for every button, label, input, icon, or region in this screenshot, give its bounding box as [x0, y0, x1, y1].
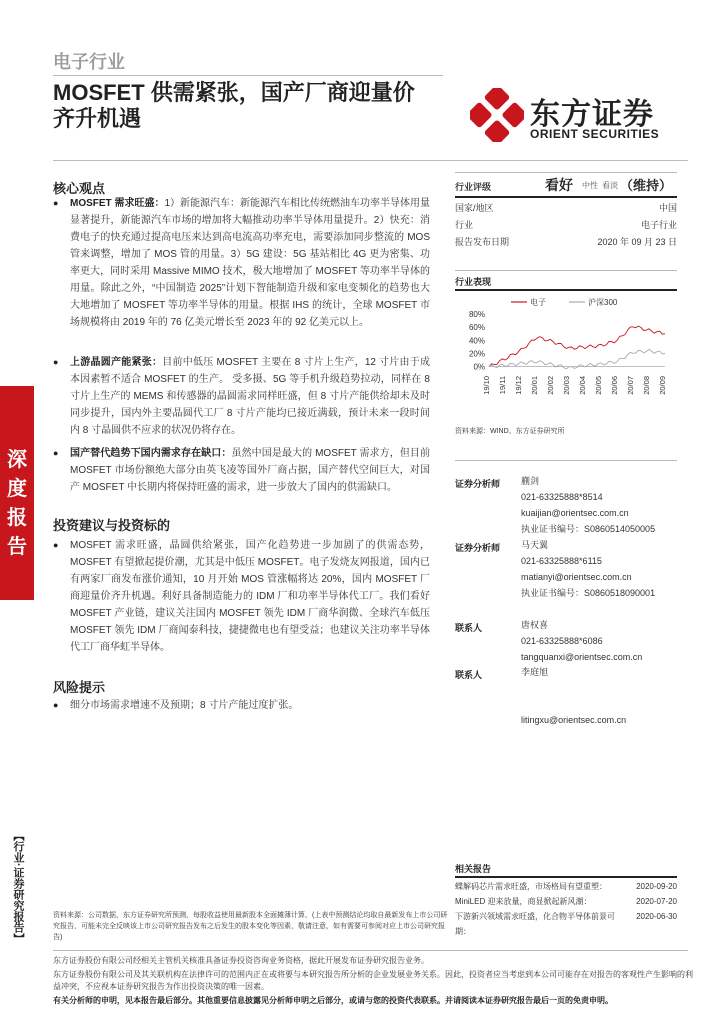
core-heading: 核心观点: [53, 181, 106, 196]
tab-char: 告: [7, 536, 27, 558]
related-title: MiniLED 迎来放量，商显掀起新风潮：: [455, 897, 592, 906]
tab-char: 深: [7, 449, 27, 471]
rating-value: 看好: [545, 177, 573, 193]
related-item[interactable]: [455, 879, 677, 894]
para-lead: 上游晶圆产能紧张：: [70, 357, 163, 368]
analyst-phone: 021-63325888*8514: [521, 492, 603, 502]
legend-label: 电子: [530, 298, 546, 307]
tab-char: 度: [7, 478, 27, 500]
x-tick-label: 20/05: [594, 376, 603, 395]
logo-text-cn: 东方证券: [530, 98, 654, 131]
analyst-role: 证券分析师: [455, 479, 501, 489]
bullet-icon: ●: [53, 540, 59, 550]
x-tick-label: 19/10: [482, 376, 491, 395]
rating-row-key: 报告发布日期: [455, 237, 510, 247]
rating-row: [455, 235, 677, 248]
related-date: 2020-07-20: [636, 897, 677, 906]
contact-name: 李庭旭: [521, 667, 549, 677]
divider: [53, 950, 688, 951]
y-tick-label: 40%: [468, 336, 485, 346]
rating-row-key: 国家/地区: [455, 203, 494, 213]
core-paragraph-1: [70, 195, 430, 331]
analyst-cert: 执业证书编号：S0860518090001: [521, 588, 656, 598]
related-heading: 相关报告: [455, 864, 492, 874]
para-text: 1）新能源汽车：新能源汽车相比传统燃油车功率半导体用量显著提升，新能源汽车市场的增加将大幅推动功率半导体用量提升。2）快充：消费电子的快充通过提高电压来达到高电流高功率充电，需要添加同步整流的 MOS 管来调整，增加了 MOS 管的用量。3）5G 建设：5G 基站相比 4G 更为密集、功率更大，同时采用 Massive MIMO 技术，极大地增加了 MOSFET 等功率半导体的用量。除此之外，“中国制造 2025”计划下智能制造升级和家电变频化的趋势也大大地增加了 MOSFET 等功率半导体的用量。根据 IHS 的统计，全球 MOSFET 市场规模将由 2019 年的 76 亿美元增长至 2023 年的 92 亿美元以上。: [70, 198, 431, 328]
divider: [455, 876, 677, 878]
para-text: 目前中低压 MOSFET 主要在 8 寸片上生产，12 寸片由于成本因素暂不适合 MOSFET 的生产。 受多摄、5G 等手机升级趋势拉动，同样在 8 寸片上生产的 MEMS 和传感器的晶圆需求同样旺盛，但 8 寸片产能供给却未及时同步提升，国内外主要晶圆代工厂 8 寸片产能均已接近满载，预计未来一段时间内 8 寸晶圆供不应求的状况仍将存在。: [70, 357, 430, 436]
perf-heading: 行业表现: [455, 277, 492, 287]
analyst-email[interactable]: kuaijian@orientsec.com.cn: [521, 508, 629, 518]
industry-label: 电子行业: [53, 52, 125, 72]
related-title: 下游新兴领域需求旺盛，化合物半导体前景可期：: [455, 912, 615, 936]
footer-line-2: 东方证券股份有限公司及其关联机构在法律许可的范围内正在或将要与本研究报告所分析的企业发展业务关系。因此，投资者应当考虑到本公司可能存在对报告的客观性产生影响的利益冲突，不应视本证券研究报告为作出投资决策的唯一因素。: [53, 970, 693, 991]
contact-1-info: [521, 617, 642, 665]
tab-char: 报: [7, 507, 27, 529]
rating-label: 行业评级: [455, 182, 492, 192]
related-date: 2020-09-20: [636, 882, 677, 891]
rating-bearish: 看淡: [602, 181, 618, 190]
divider: [455, 172, 677, 173]
para-lead: 国产替代趋势下国内需求存在缺口：: [70, 448, 232, 459]
divider: [53, 160, 688, 161]
data-source-note: 资料来源：公司数据，东方证券研究所预测，每股收益使用最新股本全面摊薄计算，(上表中预测结论均取自最新发布上市公司研究报告，可能未完全反映该上市公司研究报告发布之后发生的股本变化等因素，敬请注意，如有需要可参阅对应上市公司研究报告): [53, 912, 448, 941]
analyst-name: 马天翼: [521, 540, 549, 550]
contact-email[interactable]: tangquanxi@orientsec.com.cn: [521, 652, 643, 662]
risk-heading: 风险提示: [53, 680, 106, 695]
x-tick-label: 19/12: [514, 376, 523, 395]
x-tick-label: 20/04: [578, 376, 587, 395]
x-tick-label: 20/07: [626, 376, 635, 395]
related-item[interactable]: [455, 909, 677, 939]
bullet-icon: ●: [53, 700, 59, 710]
footer-line-3: 有关分析师的申明，见本报告最后部分。其他重要信息披露见分析师申明之后部分，或请与您的投资代表联系。并请阅读本证券研究报告最后一页的免责申明。: [53, 996, 613, 1005]
report-title: [53, 80, 443, 132]
y-tick-label: 80%: [468, 310, 485, 319]
y-tick-label: 60%: [468, 323, 485, 333]
orient-logo-icon: [470, 88, 524, 142]
core-paragraph-3: [70, 445, 430, 496]
title-line-1: MOSFET 供需紧张，国产厂商迎量价: [53, 80, 415, 105]
contact-role: 联系人: [455, 623, 483, 633]
divider: [455, 289, 677, 291]
invest-paragraph: MOSFET 需求旺盛，晶圆供给紧张，国产化趋势进一步加剧了的供需态势，MOSFET 有望掀起提价潮，尤其是中低压 MOSFET。电子发烧友网报道，国内已有两家厂商发布涨价通知，10 月开始 MOS 管涨幅将达 20%，国内 MOSFET 厂商迎量价齐升机遇。利好具备制造能力的 IDM 厂和功率半导体代工厂。我们看好 MOSFET 产业链，建议关注国内 MOSFET 领先 IDM 厂商华润微、全球汽车低压 MOSFET 领先 IDM 厂商闻泰科技，捷捷微电也有望受益；也建议关注功率半导体代工厂商华虹半导体。: [70, 540, 430, 653]
rating-row-value: 2020 年 09 月 23 日: [597, 237, 677, 247]
x-tick-label: 20/03: [562, 376, 571, 395]
chart-source: 资料来源：WIND、东方证券研究所: [455, 428, 565, 435]
rating-row-value: 中国: [658, 203, 677, 213]
analyst-phone: 021-63325888*6115: [521, 556, 602, 566]
contact-2-info: [521, 664, 626, 728]
rating-row-key: 行业: [455, 220, 474, 230]
divider: [53, 75, 443, 76]
rating-row: [455, 201, 677, 214]
analyst-role: 证券分析师: [455, 543, 501, 553]
logo-text-en: ORIENT SECURITIES: [530, 127, 660, 141]
analyst-name: 蒯剑: [521, 476, 540, 486]
bullet-icon: ●: [53, 198, 59, 208]
series-line: [489, 326, 665, 367]
divider: [455, 196, 677, 198]
para-text: 虽然中国是最大的 MOSFET 需求方，但目前 MOSFET 市场份额绝大部分由英飞凌等国外厂商占据，国产替代空间巨大，对国产 MOSFET 中长期内将保持旺盛的需求，进一步放大了国内的供需缺口。: [70, 448, 431, 493]
rating-neutral: 中性: [582, 181, 598, 190]
legend-label: 沪深300: [588, 298, 618, 307]
rating-row: [455, 218, 677, 231]
x-tick-label: 19/11: [498, 376, 507, 395]
risk-paragraph: 细分市场需求增速不及预期；8 寸片产能过度扩张。: [70, 700, 299, 711]
x-tick-label: 20/01: [530, 376, 539, 395]
rating-keep: （维持）: [620, 178, 673, 193]
footer-line-1: 东方证券股份有限公司经相关主管机关核准具备证券投资咨询业务资格，据此开展发布证券研究报告业务。: [53, 956, 429, 965]
industry-performance-chart: [455, 292, 677, 412]
analyst-1-info: [521, 473, 655, 537]
invest-heading: 投资建议与投资标的: [53, 518, 171, 533]
contact-name: 唐权喜: [521, 620, 549, 630]
x-tick-label: 20/09: [658, 376, 667, 395]
report-type-tab: [0, 386, 34, 600]
related-date: 2020-06-30: [636, 912, 677, 921]
analyst-cert: 执业证书编号：S0860514050005: [521, 524, 656, 534]
related-item[interactable]: [455, 894, 677, 909]
rating-row-value: 电子行业: [640, 220, 677, 230]
contact-role: 联系人: [455, 670, 483, 680]
y-tick-label: 20%: [468, 349, 485, 359]
series-line: [489, 349, 665, 369]
bullet-icon: ●: [53, 448, 59, 458]
analyst-email[interactable]: matianyi@orientsec.com.cn: [521, 572, 632, 582]
side-report-label: 【行业·证券研究报告】: [12, 830, 24, 944]
para-lead: MOSFET 需求旺盛：: [70, 198, 165, 209]
x-tick-label: 20/02: [546, 376, 555, 395]
bullet-icon: ●: [53, 357, 59, 367]
core-paragraph-2: [70, 354, 430, 439]
contact-email[interactable]: litingxu@orientsec.com.cn: [521, 715, 627, 725]
analyst-2-info: [521, 537, 655, 601]
divider: [455, 270, 677, 271]
title-line-2: 齐升机遇: [53, 106, 142, 131]
y-tick-label: 0%: [473, 362, 485, 372]
contact-phone: 021-63325888*6086: [521, 636, 603, 646]
related-title: 蝶解码芯片需求旺盛，市场格局有望重塑：: [455, 882, 607, 891]
x-tick-label: 20/08: [642, 376, 651, 395]
divider: [455, 460, 677, 461]
x-tick-label: 20/06: [610, 376, 619, 395]
